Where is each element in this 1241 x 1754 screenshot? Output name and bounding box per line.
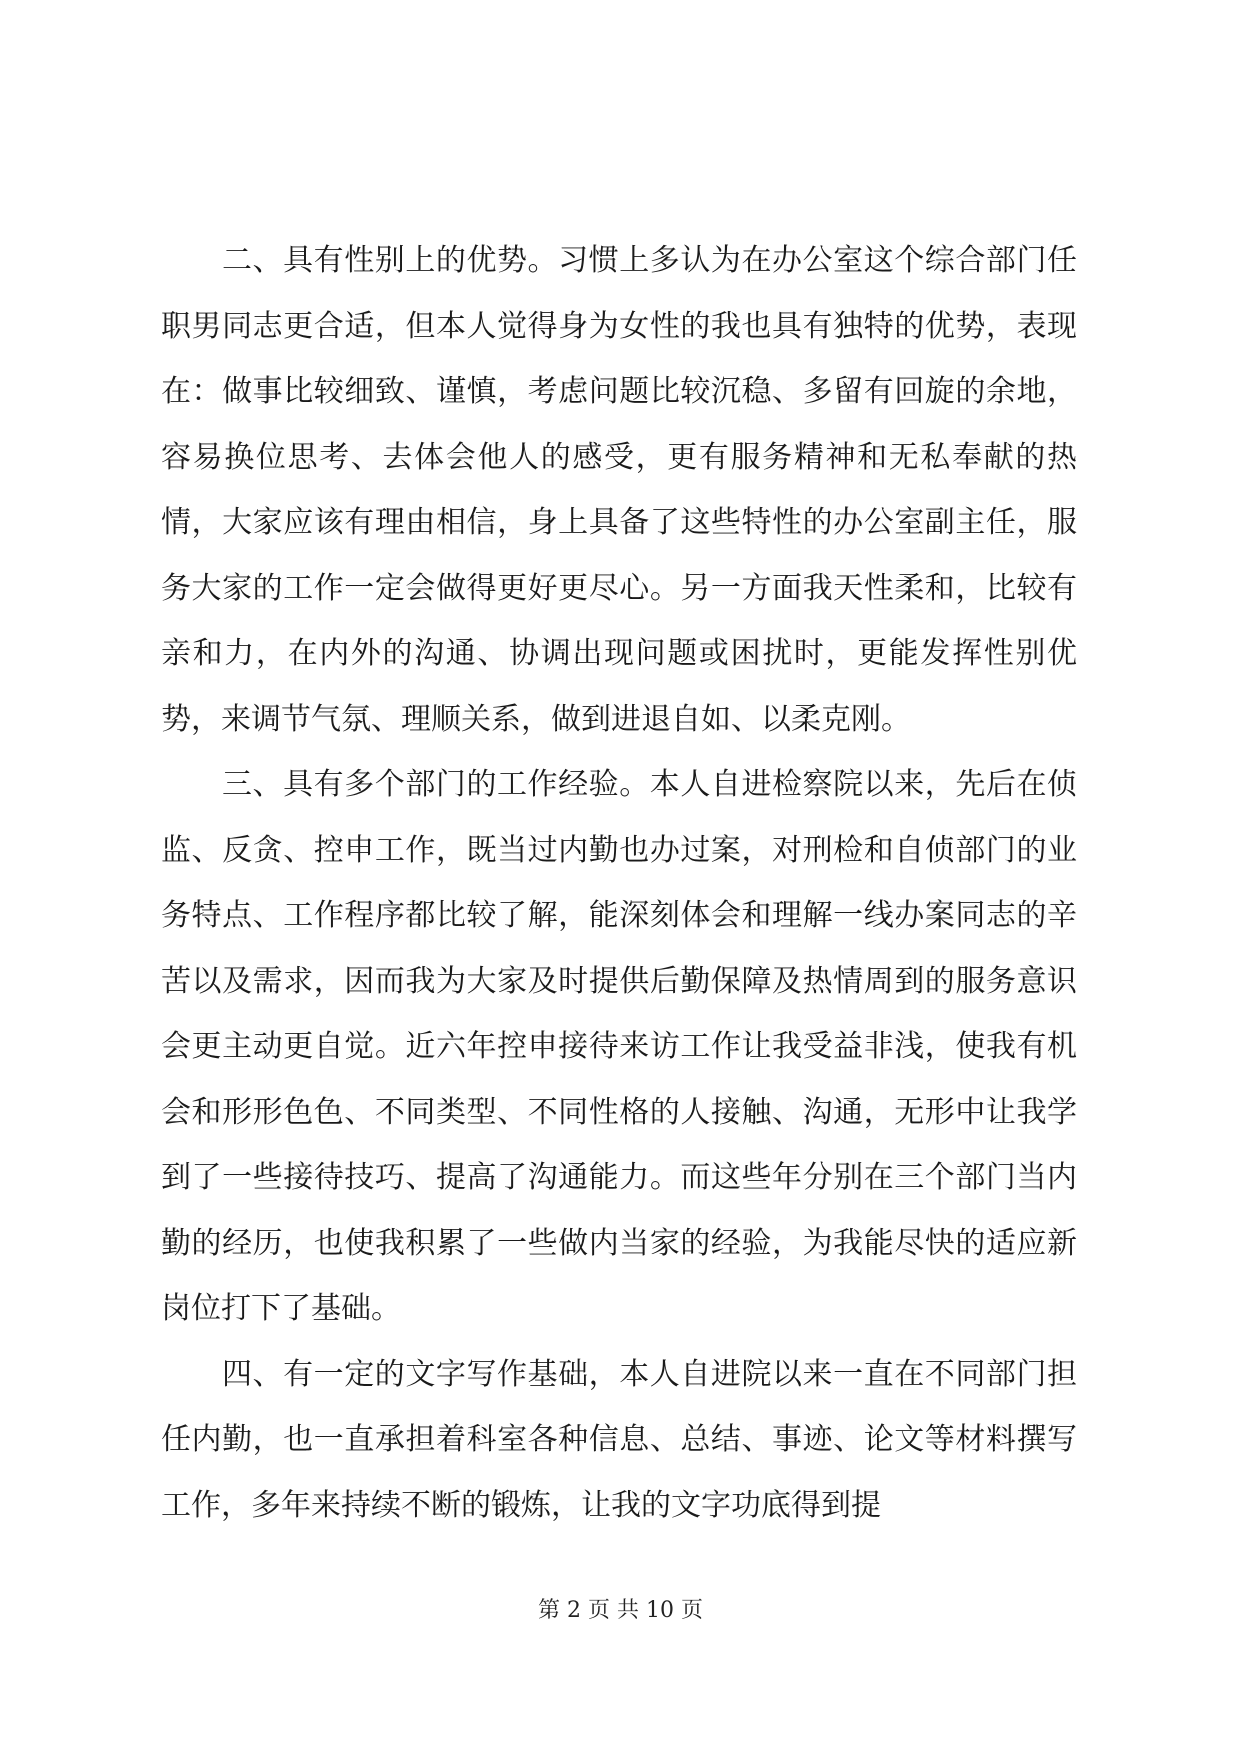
page-number-footer: 第 2 页 共 10 页 [538, 1598, 703, 1623]
document-body [161, 228, 1077, 1538]
paragraph-writing-foundation: 四、有一定的文字写作基础，本人自进院以来一直在不同部门担任内勤，也一直承担着科室各种信息、总结、事迹、论文等材料撰写工作，多年来持续不断的锻炼，让我的文字功底得到提 [161, 1356, 1077, 1523]
paragraph-gender-advantage: 二、具有性别上的优势。习惯上多认为在办公室这个综合部门任职男同志更合适，但本人觉得身为女性的我也具有独特的优势，表现在：做事比较细致、谨慎，考虑问题比较沉稳、多留有回旋的余地，容易换位思考、去体会他人的感受，更有服务精神和无私奉献的热情，大家应该有理由相信，身上具备了这些特性的办公室副主任，服务大家的工作一定会做得更好更尽心。另一方面我天性柔和，比较有亲和力，在内外的沟通、协调出现问题或困扰时，更能发挥性别优势，来调节气氛、理顺关系，做到进退自如、以柔克刚。 [161, 243, 1077, 737]
paragraph-work-experience: 三、具有多个部门的工作经验。本人自进检察院以来，先后在侦监、反贪、控申工作，既当过内勤也办过案，对刑检和自侦部门的业务特点、工作程序都比较了解，能深刻体会和理解一线办案同志的辛苦以及需求，因而我为大家及时提供后勤保障及热情周到的服务意识会更主动更自觉。近六年控申接待来访工作让我受益非浅，使我有机会和形形色色、不同类型、不同性格的人接触、沟通，无形中让我学到了一些接待技巧、提高了沟通能力。而这些年分别在三个部门当内勤的经历，也使我积累了一些做内当家的经验，为我能尽快的适应新岗位打下了基础。 [161, 767, 1077, 1326]
